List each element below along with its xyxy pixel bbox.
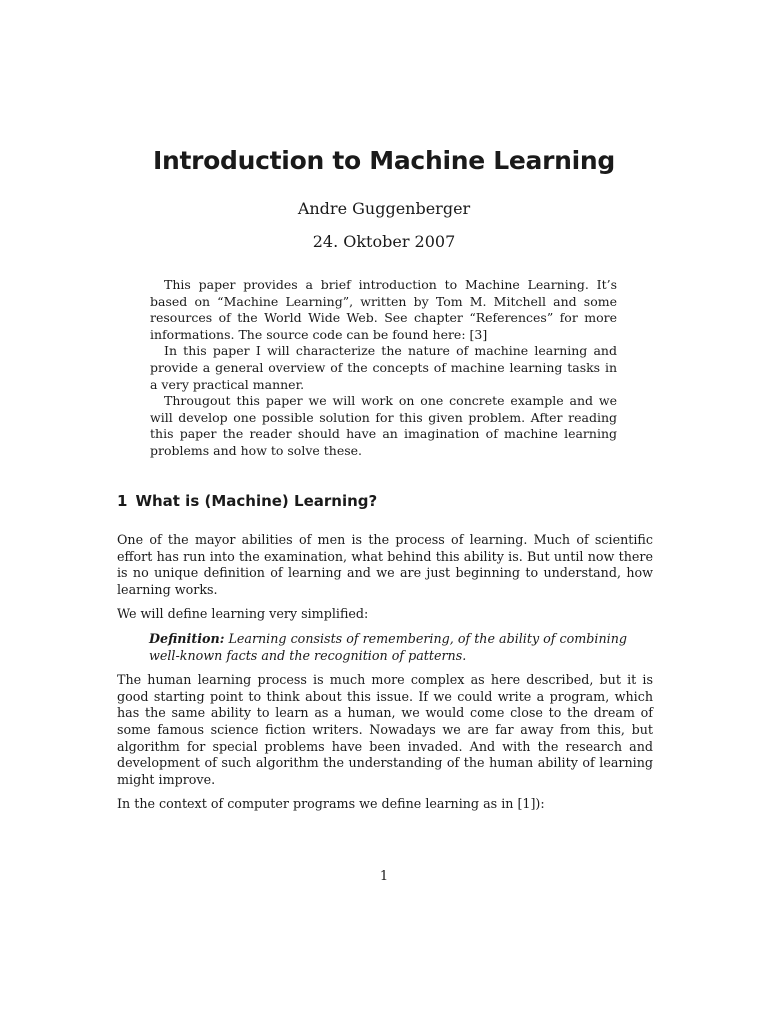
definition-label: Definition:	[149, 630, 225, 646]
body-paragraph: One of the mayor abilities of men is the process of learning. Much of scientific effort has run into the examination, what behind this ability is. But until now there is no unique definition of learning and we are just beginning to understand, how learning works.	[117, 532, 653, 597]
paper-author: Andre Guggenberger	[297, 199, 471, 218]
abstract-paragraph: This paper provides a brief introduction to Machine Learning. It’s based on “Machine Learning”, written by Tom M. Mitchell and some resources of the World Wide Web. See chapter “References” for more informations. The source code can be found here: [3]	[150, 277, 617, 342]
paper-title: Introduction to Machine Learning	[152, 146, 616, 175]
abstract-paragraph: In this paper I will characterize the nature of machine learning and provide a general overview of the concepts of machine learning tasks in a very practical manner.	[150, 343, 617, 392]
section-body	[117, 532, 653, 821]
body-paragraph: In the context of computer programs we define learning as in [1]):	[117, 796, 545, 812]
section-number: 1	[117, 492, 128, 510]
body-paragraph: The human learning process is much more complex as here described, but it is good starting point to think about this issue. If we could write a program, which has the same ability to learn as a human, we would come close to the dream of some famous science fiction writers. Nowadays we are far away from this, but algorithm for special problems have been invaded. And with the research and development of such algorithm the understanding of the human ability of learning might improve.	[117, 672, 653, 787]
abstract	[150, 277, 617, 460]
page-number: 1	[379, 869, 389, 884]
body-paragraph: We will define learning very simplified:	[117, 606, 369, 622]
paper-date: 24. Oktober 2007	[312, 232, 456, 251]
definition-block	[149, 631, 653, 664]
definition-text: Learning consists of remembering, of the ability of combining well-known facts and the recognition of patterns.	[149, 630, 628, 663]
abstract-paragraph: Througout this paper we will work on one concrete example and we will develop one possible solution for this given problem. After reading this paper the reader should have an imagination of machine learning problems and how to solve these.	[150, 393, 617, 458]
section-title: What is (Machine) Learning?	[135, 492, 378, 510]
section-heading	[117, 492, 377, 510]
